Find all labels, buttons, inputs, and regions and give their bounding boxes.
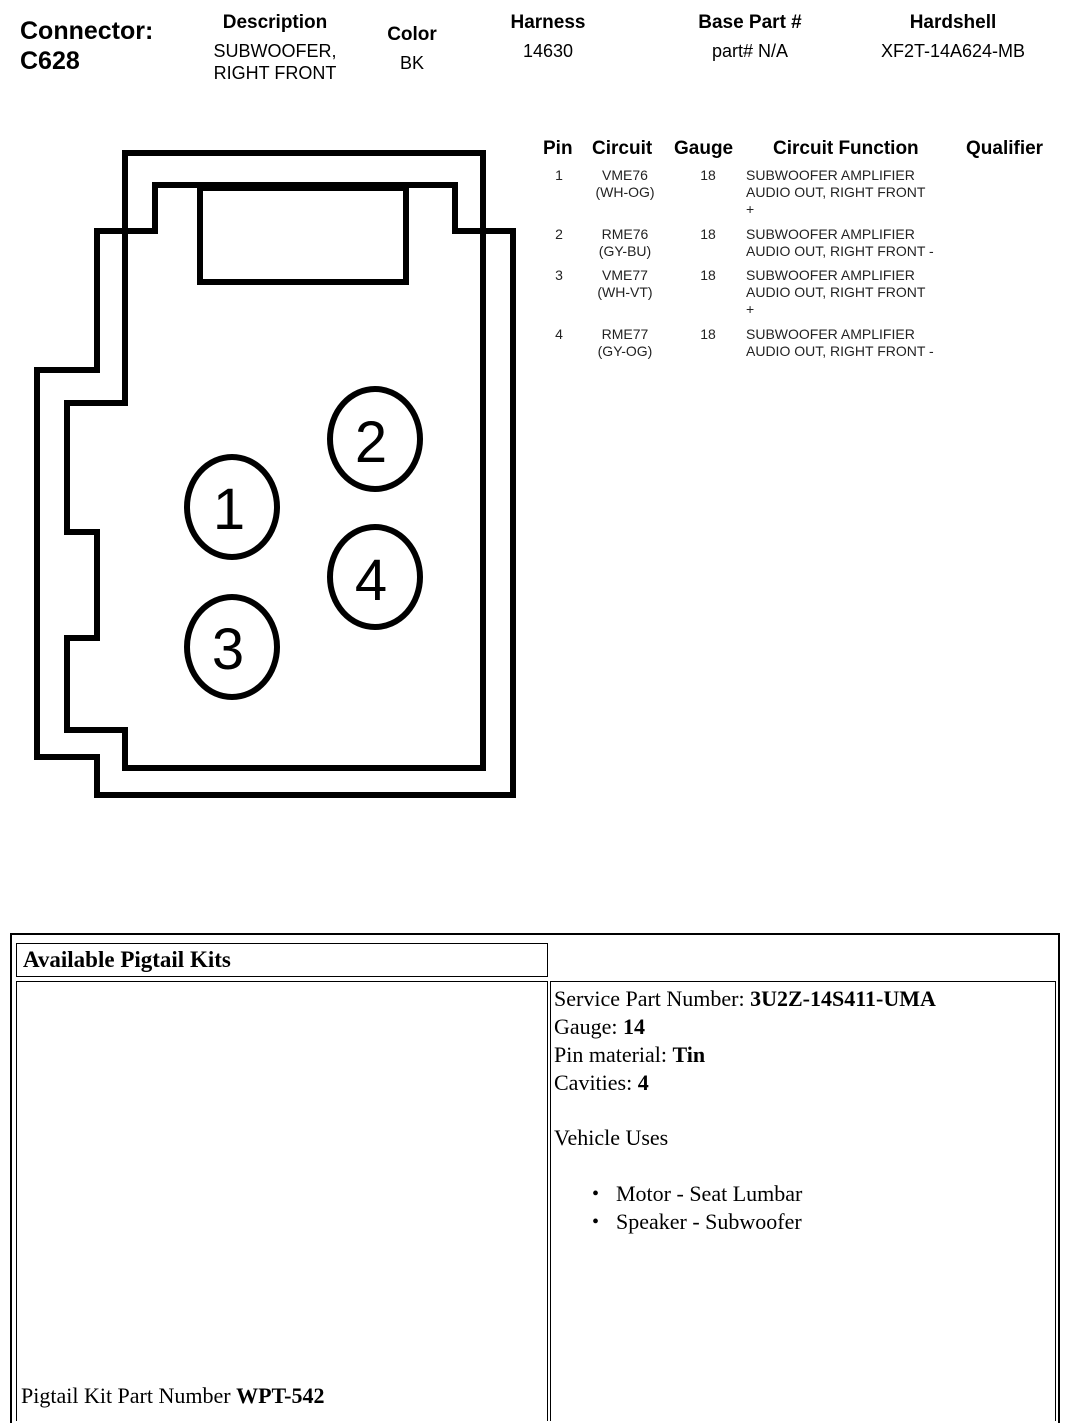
circuit-cell: [580, 326, 670, 360]
circuit-cell: [580, 167, 670, 201]
circuit-function-cell: [746, 226, 966, 260]
circuit-cell: [580, 267, 670, 301]
harness-label: Harness: [510, 12, 586, 33]
pigtail-kit-part-number: [21, 1382, 325, 1410]
connector-face-diagram: [0, 130, 540, 820]
pigtail-kit-specs: [554, 985, 936, 1236]
circuit-function-cell: [746, 326, 966, 360]
harness-value: 14630: [522, 41, 574, 61]
wire-color: (WH-VT): [597, 284, 653, 300]
pin-material-label: Pin material:: [554, 1042, 673, 1067]
cavities-spec: [554, 1069, 936, 1097]
cavity-3-number: 3: [211, 617, 245, 682]
circuit-id: VME76: [602, 167, 648, 183]
function-line: +: [746, 201, 755, 217]
function-line: AUDIO OUT, RIGHT FRONT: [746, 184, 926, 200]
circuit-header: Circuit: [592, 138, 653, 159]
connector-inner-outline: [67, 185, 483, 768]
gauge-label: Gauge:: [554, 1014, 624, 1039]
pigtail-kit-image-cell: [16, 981, 548, 1421]
function-line: SUBWOOFER AMPLIFIER: [746, 267, 915, 283]
circuit-function-cell: [746, 167, 966, 218]
pin-material-spec: [554, 1041, 936, 1069]
function-line: SUBWOOFER AMPLIFIER: [746, 167, 915, 183]
vehicle-use-item: • Speaker - Subwoofer: [554, 1208, 936, 1236]
service-part-number: [554, 985, 936, 1013]
function-line: SUBWOOFER AMPLIFIER: [746, 226, 915, 242]
vehicle-uses-heading: Vehicle Uses: [554, 1125, 669, 1150]
connector-heading: [20, 16, 153, 76]
circuit-id: RME76: [601, 226, 649, 242]
color-label: Color: [387, 24, 437, 45]
pigtail-kits-title: Available Pigtail Kits: [16, 943, 548, 977]
cavity-2-number: 2: [354, 410, 388, 475]
description-value: [200, 40, 350, 84]
cavities-label: Cavities:: [554, 1070, 638, 1095]
description-line: RIGHT FRONT: [213, 63, 337, 83]
circuit-cell: [580, 226, 670, 260]
vehicle-use-item: • Motor - Seat Lumbar: [554, 1180, 936, 1208]
pigtail-kits-panel: [10, 933, 1060, 1423]
description-column: [200, 12, 350, 84]
base-part-value: part# N/A: [711, 41, 789, 61]
pin-material-value: Tin: [672, 1042, 706, 1067]
base-part-label: Base Part #: [698, 12, 802, 33]
cavities-value: 4: [637, 1070, 649, 1095]
function-line: AUDIO OUT, RIGHT FRONT -: [746, 343, 934, 359]
color-value: BK: [399, 53, 424, 73]
circuit-id: VME77: [602, 267, 648, 283]
pin-number: 3: [555, 267, 563, 283]
wire-color: (WH-OG): [595, 184, 655, 200]
circuit-function-header: Circuit Function: [773, 138, 919, 159]
hardshell-value: XF2T-14A624-MB: [880, 41, 1026, 61]
gauge-value: 14: [623, 1014, 646, 1039]
gauge-spec: [554, 1013, 936, 1041]
pin-header: Pin: [543, 138, 573, 159]
gauge-cell: 18: [700, 226, 716, 242]
circuit-function-cell: [746, 267, 966, 318]
kit-part-value: WPT-542: [236, 1383, 325, 1408]
description-label: Description: [222, 12, 328, 33]
connector-latch: [200, 188, 406, 282]
kit-part-label: Pigtail Kit Part Number: [21, 1383, 237, 1408]
function-line: +: [746, 301, 755, 317]
service-part-label: Service Part Number:: [554, 986, 751, 1011]
base-part-column: [670, 12, 830, 62]
cavity-1-number: 1: [212, 477, 246, 542]
wire-color: (GY-BU): [598, 243, 652, 259]
pin-number: 4: [555, 326, 563, 342]
function-line: AUDIO OUT, RIGHT FRONT -: [746, 243, 934, 259]
circuit-id: RME77: [601, 326, 649, 342]
connector-id: C628: [20, 47, 80, 75]
gauge-header: Gauge: [674, 138, 734, 159]
hardshell-label: Hardshell: [909, 12, 997, 33]
gauge-cell: 18: [700, 167, 716, 183]
function-line: AUDIO OUT, RIGHT FRONT: [746, 284, 926, 300]
vehicle-uses-list: [554, 1180, 936, 1236]
color-column: [370, 24, 454, 74]
gauge-cell: 18: [700, 267, 716, 283]
function-line: SUBWOOFER AMPLIFIER: [746, 326, 915, 342]
wire-color: (GY-OG): [597, 343, 653, 359]
service-part-value: 3U2Z-14S411-UMA: [750, 986, 936, 1011]
connector-label: Connector:: [20, 17, 154, 45]
description-line: SUBWOOFER,: [213, 41, 337, 61]
connector-outer-outline: [37, 153, 513, 795]
harness-column: [488, 12, 608, 62]
gauge-cell: 18: [700, 326, 716, 342]
qualifier-header: Qualifier: [966, 138, 1044, 159]
hardshell-column: [858, 12, 1048, 62]
pin-number: 2: [555, 226, 563, 242]
pigtail-kit-details-cell: [550, 981, 1056, 1421]
pin-number: 1: [555, 167, 563, 183]
cavity-4-number: 4: [354, 548, 388, 613]
